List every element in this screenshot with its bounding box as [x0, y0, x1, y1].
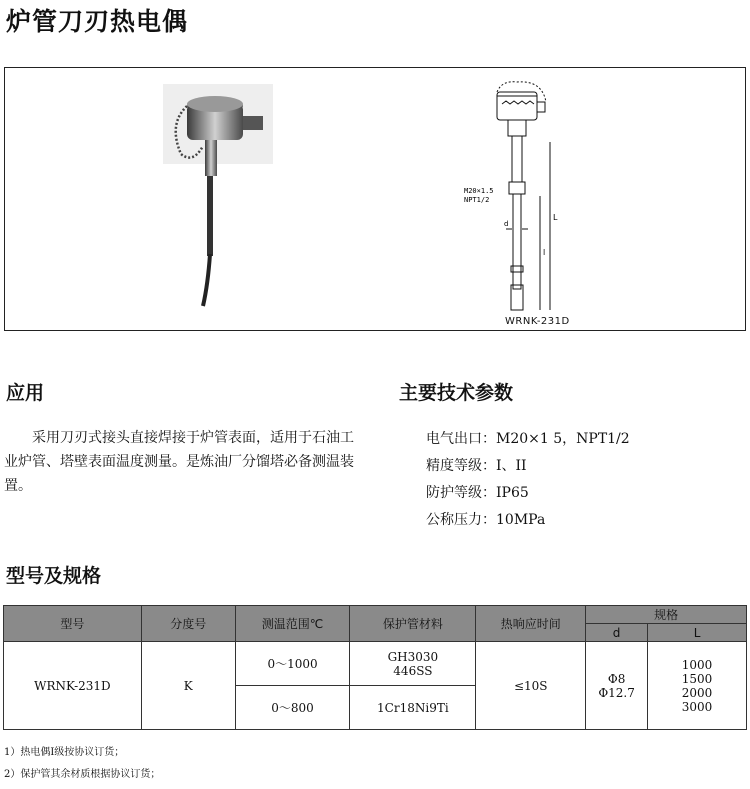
d-value-2: Φ12.7 [598, 685, 635, 700]
technical-drawing [462, 80, 582, 330]
dim-npt-label: NPT1/2 [464, 196, 490, 204]
dim-thread-label: M20×1.5 [464, 187, 494, 195]
product-photo [163, 84, 273, 314]
L-value-2: 1500 [681, 671, 713, 686]
specs-list [426, 426, 630, 534]
dim-d-label: d [504, 220, 509, 228]
dim-L-label: L [553, 213, 558, 222]
page-title: 炉管刀刃热电偶 [6, 7, 189, 36]
spec-item: 公称压力：10MPa [426, 512, 546, 528]
application-heading: 应用 [6, 382, 45, 404]
L-value-3: 2000 [681, 685, 713, 700]
product-figure-box [4, 67, 746, 331]
cell-d [586, 642, 648, 730]
header-graduation: 分度号 [141, 606, 235, 642]
cell-range-2: 0～800 [235, 686, 350, 730]
note-item: 1）热电偶I级按协议订货； [4, 747, 125, 758]
notes [4, 742, 160, 786]
cell-range-1: 0～1000 [235, 642, 350, 686]
application-text: 采用刀刃式接头直接焊接于炉管表面，适用于石油工业炉管、塔壁表面温度测量。是炼油厂分馏塔必备测温装置。 [4, 430, 354, 494]
header-L: L [648, 624, 747, 642]
cell-L [648, 642, 747, 730]
dim-l-label: l [543, 248, 546, 257]
model-caption: WRNK-231D [505, 316, 570, 327]
header-d: d [586, 624, 648, 642]
model-spec-heading: 型号及规格 [6, 565, 102, 587]
spec-item: 精度等级：I、II [426, 458, 527, 474]
header-model: 型号 [4, 606, 142, 642]
header-response: 热响应时间 [476, 606, 586, 642]
L-value-4: 3000 [681, 699, 713, 714]
header-spec: 规格 [586, 606, 747, 624]
material-1b: 446SS [393, 663, 433, 678]
spec-item: 防护等级：IP65 [426, 485, 529, 501]
cell-material-2: 1Cr18Ni9Ti [350, 686, 476, 730]
note-item: 2）保护管其余材质根据协议订货； [4, 769, 161, 780]
material-1a: GH3030 [387, 649, 439, 664]
specs-heading: 主要技术参数 [399, 382, 514, 404]
spec-table [3, 605, 747, 730]
cell-graduation: K [141, 642, 235, 730]
L-value-1: 1000 [681, 657, 713, 672]
header-material: 保护管材料 [350, 606, 476, 642]
cell-response: ≤10S [476, 642, 586, 730]
cell-model: WRNK-231D [4, 642, 142, 730]
cell-material-1 [350, 642, 476, 686]
header-range: 测温范围℃ [235, 606, 350, 642]
d-value-1: Φ8 [607, 671, 626, 686]
spec-item: 电气出口：M20×1 5，NPT1/2 [426, 431, 630, 447]
